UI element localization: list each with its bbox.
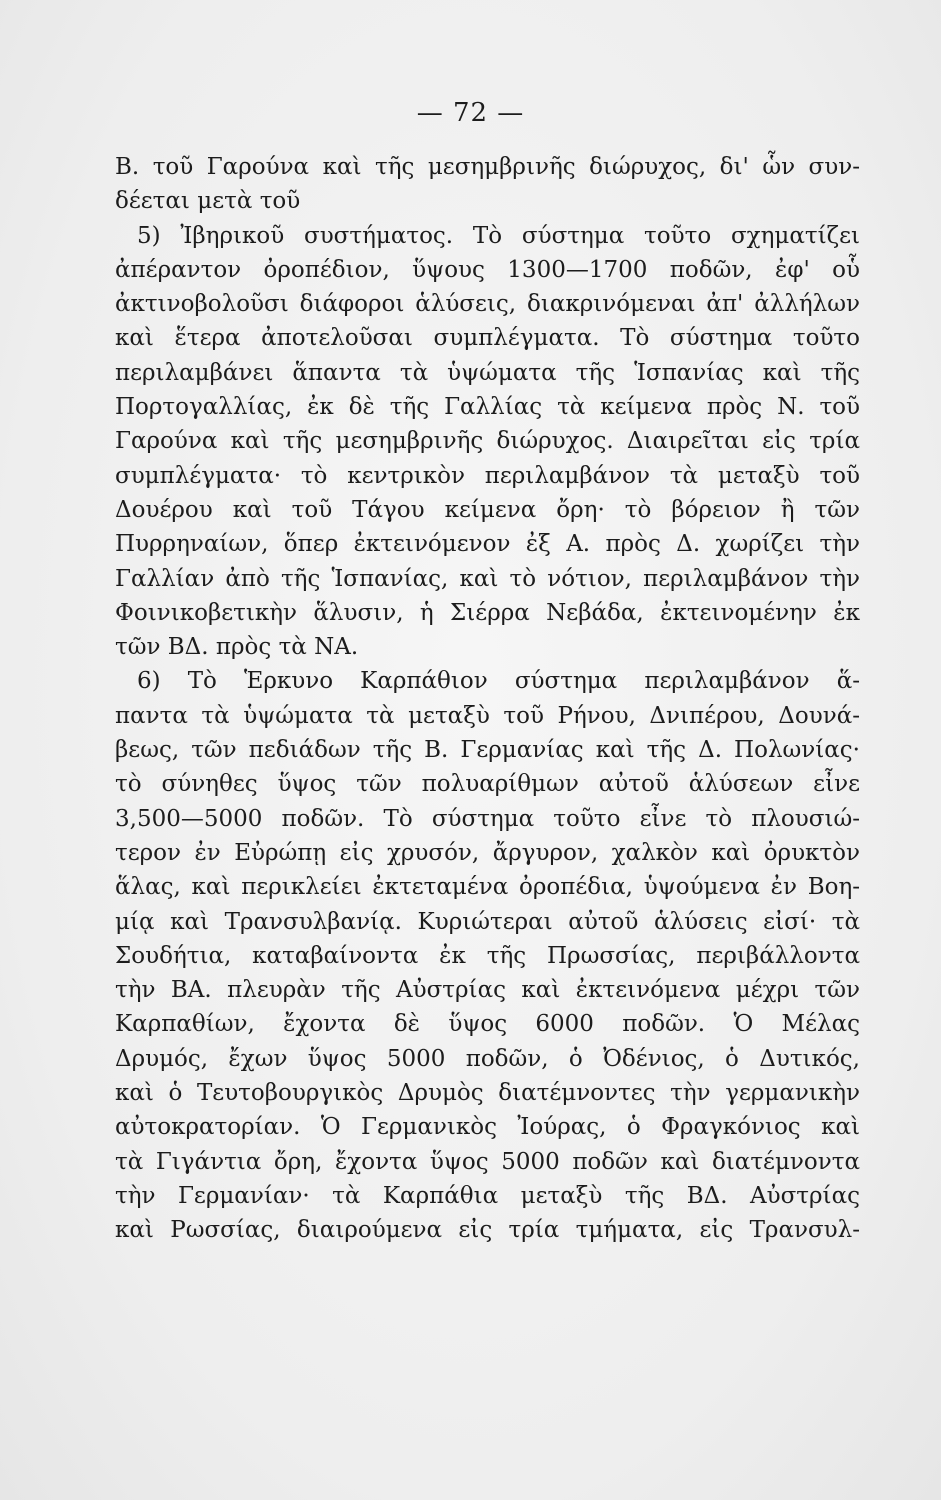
text-line: τὴν ΒΑ. πλευρὰν τῆς Αὐστρίας καὶ ἐκτεινόμενα μέχρι τῶν: [115, 977, 860, 1004]
text-line: μίᾳ καὶ Τρανσυλβανίᾳ. Κυριώτεραι αὐτοῦ ἁλύσεις εἰσί· τὰ: [115, 908, 860, 935]
text-line: καὶ Ρωσσίας, διαιρούμενα εἰς τρία τμήματα, εἰς Τρανσυλ-: [115, 1217, 860, 1244]
text-line: δέεται μετὰ τοῦ: [115, 188, 301, 215]
text-line: τερον ἐν Εὐρώπῃ εἰς χρυσόν, ἄργυρον, χαλκὸν καὶ ὀρυκτὸν: [115, 839, 860, 866]
text-line: Πυρρηναίων, ὅπερ ἐκτεινόμενον ἐξ Α. πρὸς Δ. χωρίζει τὴν: [115, 531, 860, 558]
text-line: παντα τὰ ὑψώματα τὰ μεταξὺ τοῦ Ρήνου, Δνιπέρου, Δουνά-: [115, 702, 860, 729]
text-line: καὶ ὁ Τευτοβουργικὸς Δρυμὸς διατέμνοντες τὴν γερμανικὴν: [115, 1080, 860, 1107]
page-number: — 72 —: [416, 98, 525, 128]
text-line: 6) Τὸ Ἑρκυνο Καρπάθιον σύστημα περιλαμβάνον ἅ-: [137, 668, 860, 695]
text-line: τὸ σύνηθες ὕψος τῶν πολυαρίθμων αὐτοῦ ἁλύσεων εἶνε: [115, 771, 860, 798]
text-line: 5) Ἰβηρικοῦ συστήματος. Τὸ σύστημα τοῦτο σχηματίζει: [137, 222, 860, 249]
text-line: Γαλλίαν ἀπὸ τῆς Ἱσπανίας, καὶ τὸ νότιον, περιλαμβάνον τὴν: [115, 565, 860, 592]
text-line: Καρπαθίων, ἔχοντα δὲ ὕψος 6000 ποδῶν. Ὁ Μέλας: [115, 1011, 860, 1038]
text-line: βεως, τῶν πεδιάδων τῆς Β. Γερμανίας καὶ τῆς Δ. Πολωνίας·: [115, 737, 860, 764]
text-line: τῶν ΒΔ. πρὸς τὰ ΝΑ.: [115, 634, 359, 661]
text-line: Πορτογαλλίας, ἐκ δὲ τῆς Γαλλίας τὰ κείμενα πρὸς Ν. τοῦ: [115, 394, 860, 421]
text-line: Β. τοῦ Γαρούνα καὶ τῆς μεσημβρινῆς διώρυχος, δι' ὧν συν-: [115, 154, 860, 180]
text-line: καὶ ἕτερα ἀποτελοῦσαι συμπλέγματα. Τὸ σύστημα τοῦτο: [115, 325, 860, 352]
text-line: περιλαμβάνει ἅπαντα τὰ ὑψώματα τῆς Ἱσπανίας καὶ τῆς: [115, 359, 860, 386]
text-line: συμπλέγματα· τὸ κεντρικὸν περιλαμβάνον τὰ μεταξὺ τοῦ: [115, 462, 860, 489]
text-line: ἀκτινοβολοῦσι διάφοροι ἁλύσεις, διακρινόμεναι ἀπ' ἀλλήλων: [115, 291, 860, 318]
text-line: Γαρούνα καὶ τῆς μεσημβρινῆς διώρυχος. Διαιρεῖται εἰς τρία: [115, 428, 860, 455]
text-line: Δρυμός, ἔχων ὕψος 5000 ποδῶν, ὁ Ὀδένιος, ὁ Δυτικός,: [115, 1045, 860, 1072]
text-line: Σουδήτια, καταβαίνοντα ἐκ τῆς Πρωσσίας, περιβάλλοντα: [115, 942, 860, 969]
text-line: τὴν Γερμανίαν· τὰ Καρπάθια μεταξὺ τῆς ΒΔ. Αὐστρίας: [115, 1182, 860, 1209]
text-line: ἀπέραντον ὀροπέδιον, ὕψους 1300—1700 ποδῶν, ἐφ' οὗ: [115, 256, 860, 283]
text-line: 3,500—5000 ποδῶν. Τὸ σύστημα τοῦτο εἶνε τὸ πλουσιώ-: [115, 805, 860, 832]
text-line: αὐτοκρατορίαν. Ὁ Γερμανικὸς Ἰούρας, ὁ Φραγκόνιος καὶ: [115, 1114, 860, 1141]
text-line: τὰ Γιγάντια ὄρη, ἔχοντα ὕψος 5000 ποδῶν καὶ διατέμνοντα: [115, 1148, 860, 1175]
body-text: [115, 150, 860, 1248]
text-line: Δουέρου καὶ τοῦ Τάγου κείμενα ὄρη· τὸ βόρειον ἢ τῶν: [115, 496, 860, 523]
text-line: Φοινικοβετικὴν ἅλυσιν, ἡ Σιέρρα Νεβάδα, ἐκτεινομένην ἐκ: [115, 599, 860, 626]
text-line: ἅλας, καὶ περικλείει ἐκτεταμένα ὀροπέδια, ὑψούμενα ἐν Βοη-: [115, 874, 860, 901]
